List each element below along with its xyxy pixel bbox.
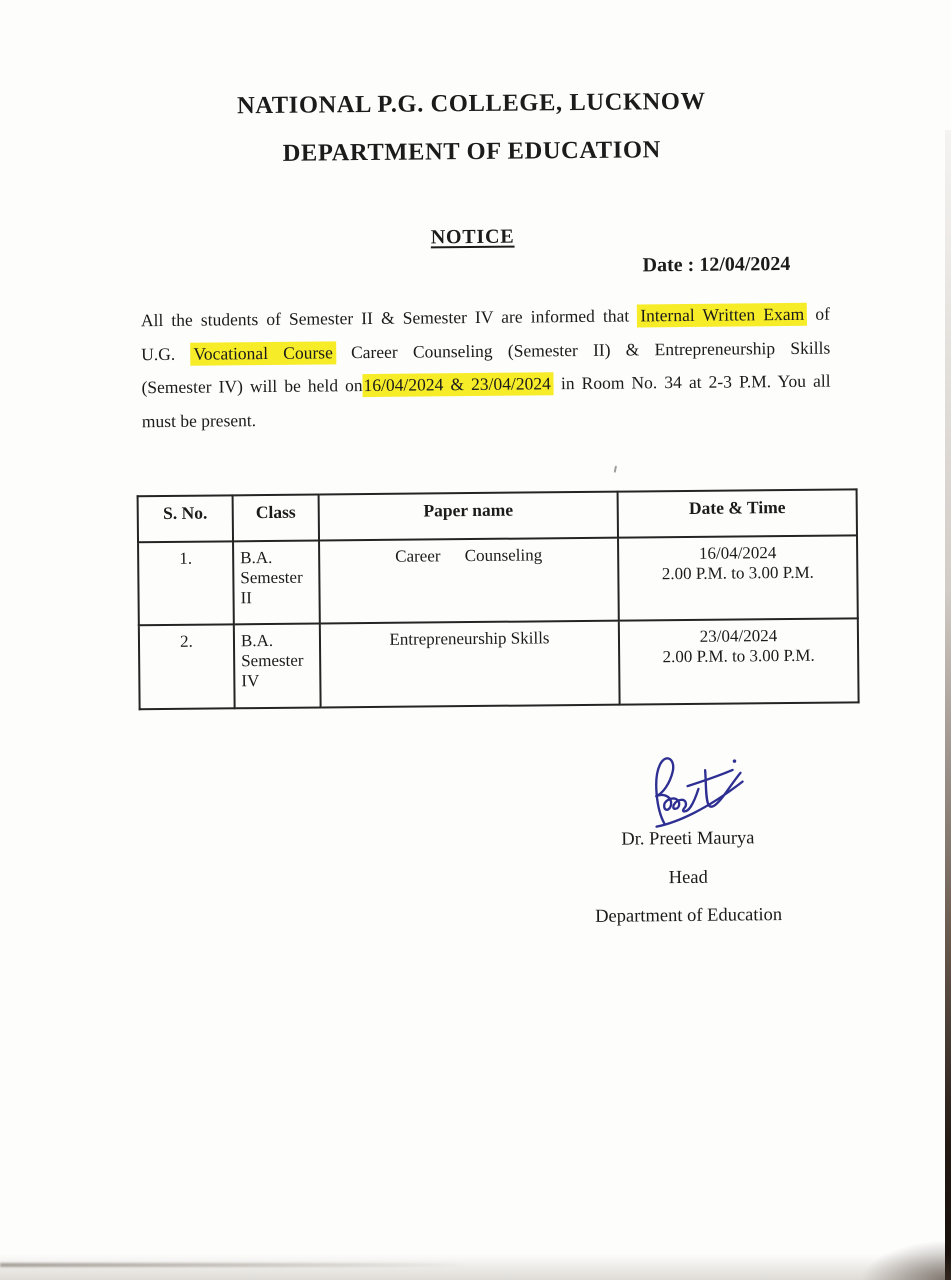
exam-time: 2.00 P.M. to 3.00 P.M. bbox=[662, 645, 815, 667]
cell-paper: Career Counseling bbox=[319, 538, 619, 624]
table-row bbox=[139, 618, 859, 709]
body-text: (Semester IV) will be held on bbox=[141, 375, 363, 398]
cell-date-time bbox=[618, 535, 858, 620]
table-row bbox=[138, 535, 858, 625]
cell-class: B.A. Semester IV bbox=[234, 623, 321, 708]
body-text: of bbox=[815, 303, 830, 324]
scan-corner-smudge-artifact bbox=[861, 1240, 951, 1280]
handwritten-signature-preeti bbox=[644, 751, 753, 832]
header-date-time: Date & Time bbox=[618, 489, 857, 537]
cell-class: B.A. Semester II bbox=[233, 541, 320, 625]
signatory-title: Head bbox=[668, 867, 708, 889]
cell-paper: Entrepreneurship Skills bbox=[320, 621, 620, 708]
notice-heading: NOTICE bbox=[430, 225, 515, 249]
signatory-name: Dr. Preeti Maurya bbox=[621, 828, 755, 850]
header-sno: S. No. bbox=[138, 495, 233, 542]
signatory-department: Department of Education bbox=[595, 905, 783, 927]
highlighted-text-vocational-course: Vocational Course bbox=[190, 341, 336, 365]
cell-sno: 2. bbox=[139, 624, 235, 709]
body-text: All the students of Semester II & Semester IV are informed that bbox=[140, 305, 630, 331]
exam-date: 23/04/2024 bbox=[699, 626, 778, 646]
scan-edge-right-artifact bbox=[945, 130, 951, 1280]
body-line-3 bbox=[141, 365, 830, 405]
scan-bottom-streak-artifact bbox=[0, 1263, 470, 1267]
table-header-row bbox=[138, 489, 857, 542]
exam-date: 16/04/2024 bbox=[698, 543, 777, 563]
header-paper-name: Paper name bbox=[319, 492, 618, 541]
body-text: U.G. bbox=[141, 343, 176, 364]
notice-body bbox=[141, 298, 831, 439]
highlighted-text-internal-written-exam: Internal Written Exam bbox=[637, 303, 807, 328]
body-text: in Room No. 34 at 2-3 P.M. You all bbox=[560, 370, 831, 394]
body-text: Career Counseling (Semester II) & Entrepreneurship Skills bbox=[350, 337, 831, 362]
scan-edge-bottom-artifact bbox=[0, 1254, 951, 1280]
notice-date: Date : 12/04/2024 bbox=[642, 252, 791, 277]
highlighted-text-exam-dates: 16/04/2024 & 23/04/2024 bbox=[362, 372, 553, 397]
cell-sno: 1. bbox=[138, 541, 234, 625]
exam-time: 2.00 P.M. to 3.00 P.M. bbox=[661, 562, 814, 584]
cell-date-time bbox=[619, 618, 859, 704]
header-class: Class bbox=[233, 495, 319, 542]
scan-speck-artifact bbox=[614, 466, 617, 473]
department-title: DEPARTMENT OF EDUCATION bbox=[282, 136, 662, 167]
exam-schedule-table bbox=[137, 488, 860, 710]
body-line-4: must be present. bbox=[141, 409, 257, 431]
college-title: NATIONAL P.G. COLLEGE, LUCKNOW bbox=[236, 87, 706, 120]
